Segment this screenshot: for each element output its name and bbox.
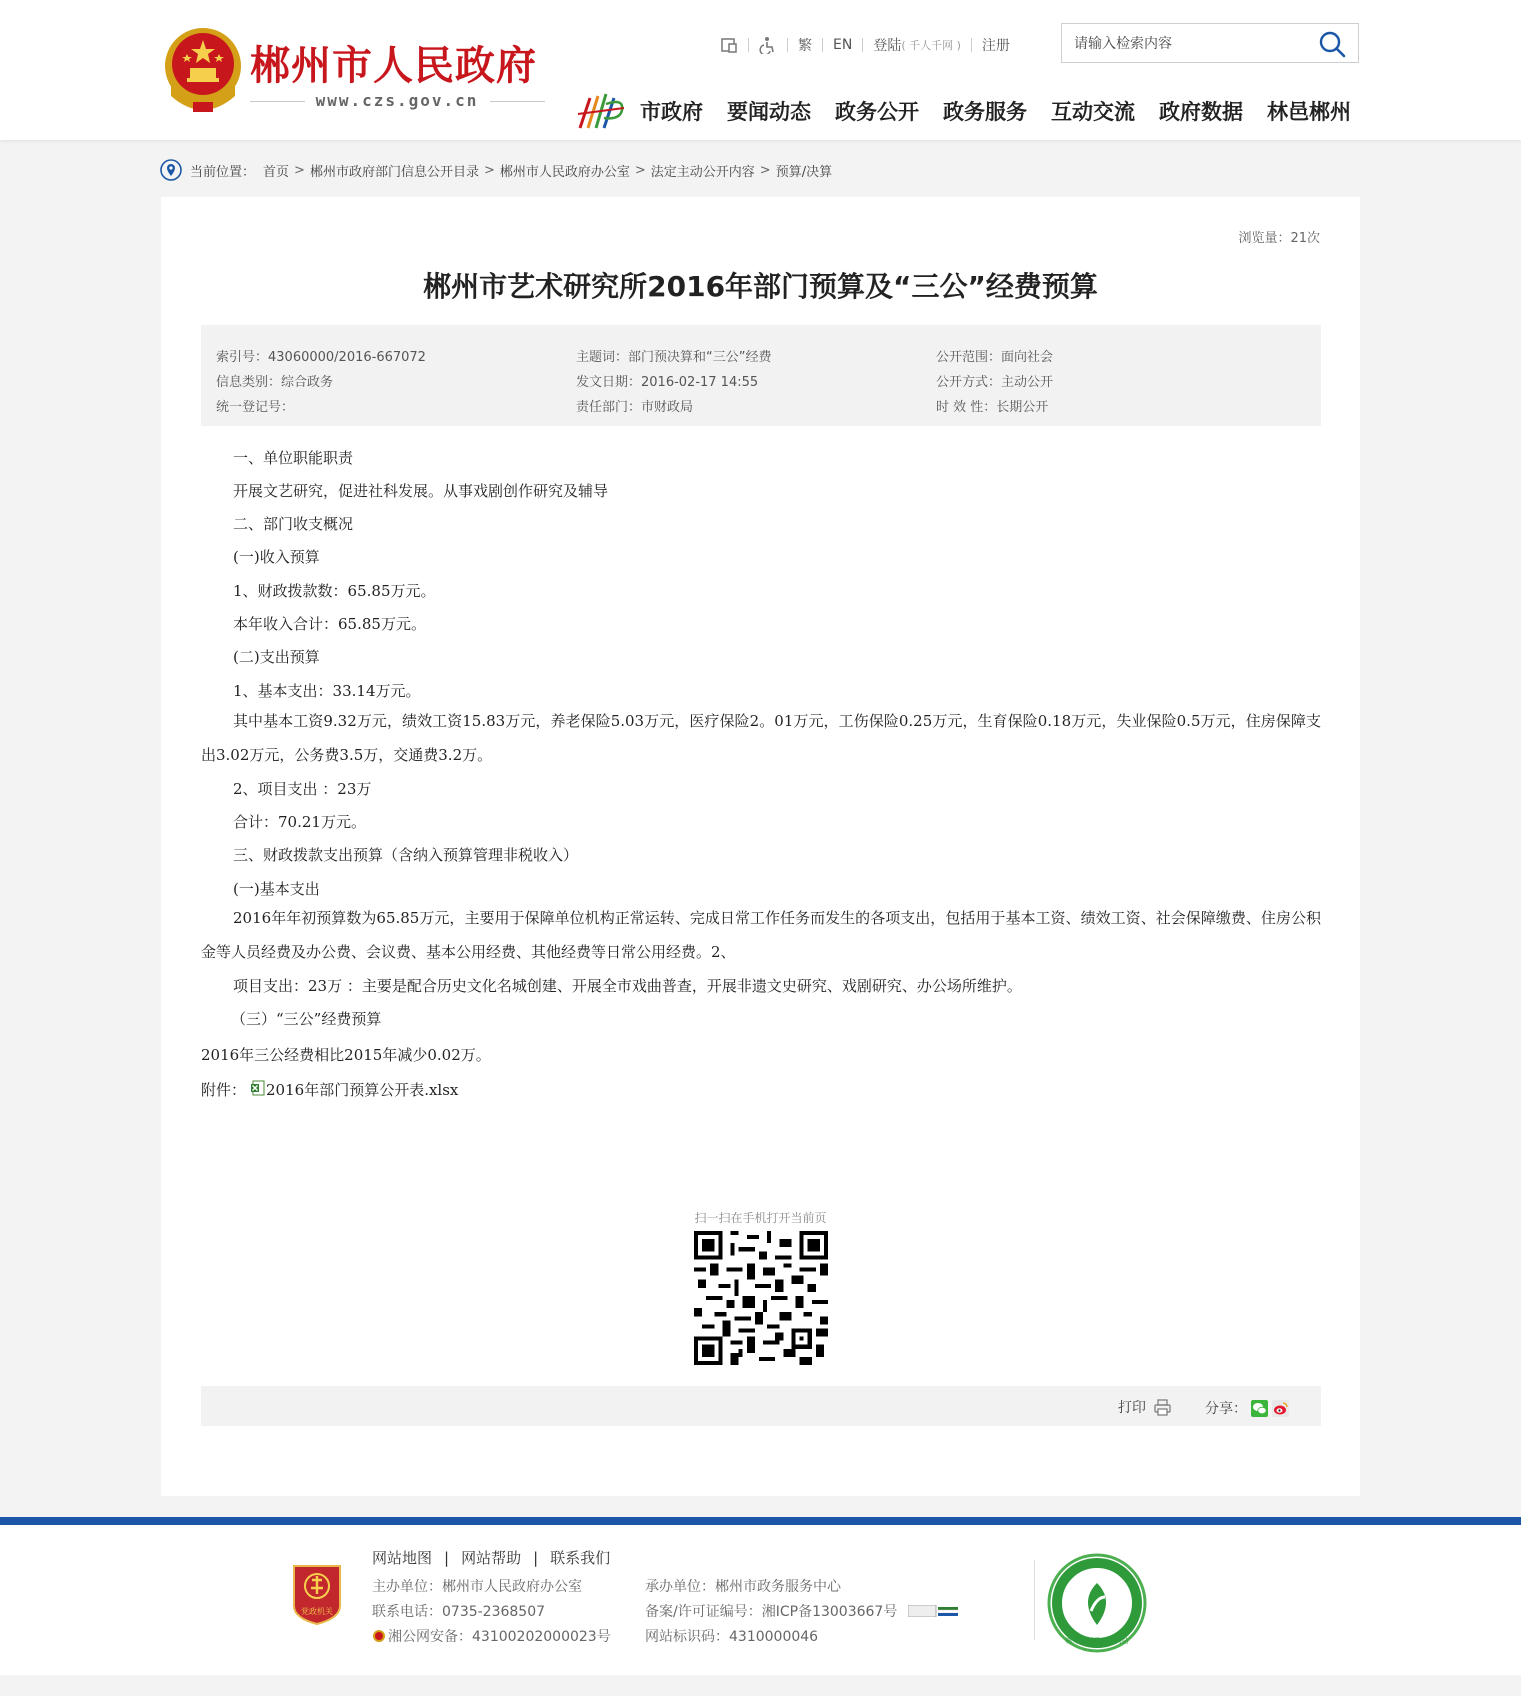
breadcrumb-sep: >: [483, 162, 495, 178]
footer-police-link[interactable]: 湘公网安备：43100202000023号: [388, 1629, 611, 1645]
nav-item-gov-affairs-open[interactable]: 政务公开: [835, 100, 919, 124]
article-card: [161, 197, 1360, 1496]
party-badge-text: 党政机关: [301, 1607, 333, 1616]
nav-item-gov-services[interactable]: 政务服务: [943, 100, 1027, 124]
divider: [971, 38, 972, 52]
top-links: [720, 34, 1010, 56]
civilized-website-badge-icon[interactable]: [1047, 1553, 1147, 1653]
footer-police-row: [372, 1625, 611, 1650]
meta-dept: 责任部门：市财政局: [576, 400, 694, 415]
attachment-row: [201, 1079, 458, 1100]
body-line: 合计：70.21万元。: [233, 813, 366, 831]
main-nav: [640, 96, 1351, 128]
divider: [787, 38, 788, 52]
meta-column-2: [576, 345, 771, 420]
breadcrumb-sep: >: [294, 162, 305, 178]
footer-link-help[interactable]: 网站帮助: [461, 1549, 522, 1567]
body-line: 二、部门收支概况: [233, 515, 354, 533]
footer-organizer: 承办单位：郴州市政务服务中心: [645, 1579, 841, 1595]
domain-rule-left: [250, 101, 305, 102]
body-line: 1、基本支出：33.14万元。: [233, 682, 421, 700]
meta-index-no: 索引号：43060000/2016-667072: [216, 350, 426, 365]
body-line: （三）“三公”经费预算: [231, 1010, 382, 1028]
civil-badge-text: 郴州市创建文明网站: [1065, 1637, 1129, 1645]
login-sub-label: ( 千人千网 ): [901, 39, 961, 52]
breadcrumb-label: 当前位置：: [190, 164, 256, 180]
footer-link-sitemap[interactable]: 网站地图: [372, 1549, 433, 1567]
breadcrumb-office[interactable]: 郴州市人民政府办公室: [499, 164, 630, 180]
nav-item-gov-data[interactable]: 政府数据: [1159, 100, 1243, 124]
footer-host: 主办单位：郴州市人民政府办公室: [372, 1579, 582, 1595]
footer-icp-row: [645, 1600, 958, 1625]
breadcrumb-sep: >: [759, 162, 771, 178]
qr-caption: 扫一扫在手机打开当前页: [694, 1211, 827, 1225]
search-icon[interactable]: [1318, 30, 1346, 58]
body-line: 一、单位职能职责: [233, 449, 354, 467]
wechat-icon[interactable]: [1251, 1400, 1268, 1417]
site-footer: [0, 1525, 1521, 1675]
printer-icon: [1154, 1399, 1171, 1416]
footer-info-right: [645, 1575, 958, 1650]
article-meta: [201, 325, 1321, 426]
meta-method: 公开方式：主动公开: [936, 375, 1054, 390]
nav-item-linyi-chenzhou[interactable]: 林邑郴州: [1267, 100, 1351, 124]
divider: |: [533, 1548, 539, 1567]
breadcrumb-budget[interactable]: 预算/决算: [775, 164, 833, 180]
footer-links: [372, 1547, 610, 1568]
english-link[interactable]: EN: [833, 37, 853, 53]
national-emblem-icon: [163, 26, 243, 114]
meta-validity: 时 效 性：长期公开: [936, 400, 1049, 415]
location-pin-icon: [160, 159, 182, 181]
footer-band: [0, 1517, 1521, 1525]
body-line: (二)支出预算: [233, 648, 320, 666]
body-paragraph: 2016年年初预算数为65.85万元，主要用于保障单位机构正常运转、完成日常工作任务而发生的各项支出，包括用于基本工资、绩效工资、社会保障缴费、住房公积金等人员经费及办公费、会议费、基本公用经费、其他经费等日常公用经费。2、: [201, 909, 1321, 961]
body-line: (一)收入预算: [233, 548, 320, 566]
site-domain: www.czs.gov.cn: [315, 91, 479, 110]
weibo-icon[interactable]: [1272, 1400, 1289, 1417]
nav-item-interaction[interactable]: 互动交流: [1051, 100, 1135, 124]
divider: [748, 38, 749, 52]
city-logo-icon: [576, 90, 628, 132]
meta-column-1: [216, 345, 426, 420]
nav-item-news[interactable]: 要闻动态: [727, 100, 811, 124]
excel-file-icon: [250, 1080, 266, 1096]
attachment-label: 附件：: [201, 1081, 247, 1099]
meta-scope: 公开范围：面向社会: [936, 350, 1054, 365]
share-label: 分享：: [1205, 1401, 1247, 1417]
meta-subject: 主题词：部门预决算和“三公”经费: [576, 350, 772, 365]
body-line: 本年收入合计：65.85万元。: [233, 615, 426, 633]
body-line: 开展文艺研究，促进社科发展。从事戏剧创作研究及辅导: [233, 482, 609, 500]
divider: [822, 38, 823, 52]
footer-link-contact[interactable]: 联系我们: [550, 1549, 611, 1567]
body-line: 三、财政拨款支出预算（含纳入预算管理非税收入）: [233, 846, 579, 864]
footer-phone: 联系电话：0735-2368507: [372, 1604, 546, 1620]
share-bar: [201, 1386, 1321, 1426]
print-label: 打印: [1118, 1400, 1146, 1416]
search-box: [1061, 23, 1359, 63]
site-domain-line: [250, 91, 545, 111]
nav-item-city-gov[interactable]: 市政府: [640, 100, 703, 124]
divider: |: [444, 1548, 450, 1567]
attachment-link[interactable]: 2016年部门预算公开表.xlsx: [266, 1081, 459, 1099]
meta-date: 发文日期：2016-02-17 14:55: [576, 375, 759, 390]
meta-column-3: [936, 345, 1053, 420]
body-line: 1、财政拨款数：65.85万元。: [233, 582, 436, 600]
footer-icp-link[interactable]: 备案/许可证编号：湘ICP备13003667号: [645, 1604, 898, 1620]
domain-rule-right: [490, 101, 545, 102]
register-link[interactable]: 注册: [981, 38, 1010, 54]
accessibility-icon[interactable]: [759, 36, 777, 54]
en22-badge-icon: [908, 1605, 958, 1617]
meta-reg-no: 统一登记号：: [216, 400, 295, 415]
meta-category: 信息类别：综合政务: [216, 375, 334, 390]
footer-divider: [1034, 1560, 1035, 1640]
print-button[interactable]: [1118, 1397, 1171, 1417]
police-badge-icon: [372, 1629, 386, 1643]
login-link[interactable]: 登陆: [873, 38, 902, 54]
traditional-chinese-link[interactable]: 繁: [798, 38, 812, 54]
breadcrumb-sep: >: [634, 162, 646, 178]
party-gov-badge-icon[interactable]: [290, 1562, 344, 1626]
article-title: 郴州市艺术研究所2016年部门预算及“三公”经费预算: [423, 270, 1098, 303]
breadcrumb-statutory[interactable]: 法定主动公开内容: [650, 164, 755, 180]
screen-reader-icon[interactable]: [720, 36, 738, 54]
view-count: 浏览量：21次: [1238, 231, 1320, 246]
search-input[interactable]: [1072, 32, 1311, 56]
breadcrumb: [160, 158, 832, 182]
footer-site-code: 网站标识码：4310000046: [645, 1629, 819, 1645]
body-line: (一)基本支出: [233, 880, 320, 898]
share-group: [1205, 1398, 1289, 1418]
body-line: 2016年三公经费相比2015年减少0.02万。: [201, 1046, 491, 1064]
site-header: [0, 0, 1521, 140]
site-title[interactable]: 郴州市人民政府: [250, 43, 537, 89]
qr-code: [694, 1231, 828, 1365]
breadcrumb-home[interactable]: 首页: [263, 164, 290, 180]
body-paragraph: 其中基本工资9.32万元，绩效工资15.83万元，养老保险5.03万元，医疗保险2。01万元，工伤保险0.25万元，生育保险0.18万元，失业保险0.5万元，住房保障支出3.02万元，公务费3.5万，交通费3.2万。: [201, 712, 1321, 764]
footer-info-left: [372, 1575, 611, 1650]
body-line: 2、项目支出 ：23万: [233, 780, 372, 798]
divider: [862, 38, 863, 52]
breadcrumb-directory[interactable]: 郴州市政府部门信息公开目录: [309, 164, 479, 180]
body-line: 项目支出：23万 ：主要是配合历史文化名城创建、开展全市戏曲普查，开展非遗文史研究、戏剧研究、办公场所维护。: [233, 977, 1022, 995]
